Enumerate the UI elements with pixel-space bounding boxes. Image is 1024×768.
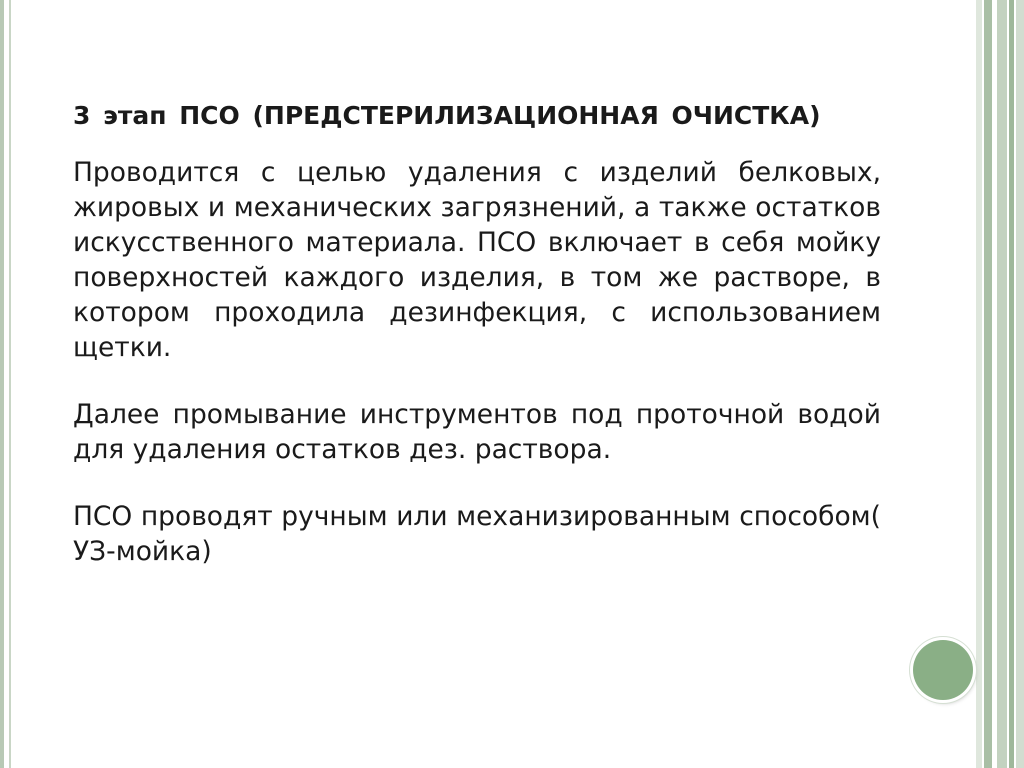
stripe [997, 0, 1007, 768]
paragraph-method: ПСО проводят ручным или механизированным способом( УЗ-мойка) [73, 501, 881, 567]
stripe [976, 0, 982, 768]
paragraph-purpose: Проводится с целью удаления с изделий белковых, жировых и механических загрязнений, а также остатков искусственного материала. ПСО включает в себя мойку поверхностей каждого изделия, в том же растворе, в котором проходила дезинфекция, с использованием щетки. [73, 157, 881, 363]
slide-content [73, 98, 881, 601]
stripe [1009, 0, 1014, 768]
stripe [984, 0, 992, 768]
paragraph-rinsing: Далее промывание инструментов под проточной водой для удаления остатков дез. раствора. [73, 399, 881, 465]
left-frame-line [0, 0, 4, 768]
slide-title: 3 этап ПСО (ПРЕДСТЕРИЛИЗАЦИОННАЯ ОЧИСТКА) [73, 101, 821, 130]
right-decorative-stripes [976, 0, 1024, 768]
stripe [1016, 0, 1024, 768]
decorative-circle [913, 640, 973, 700]
left-frame-line-inner [9, 0, 11, 768]
